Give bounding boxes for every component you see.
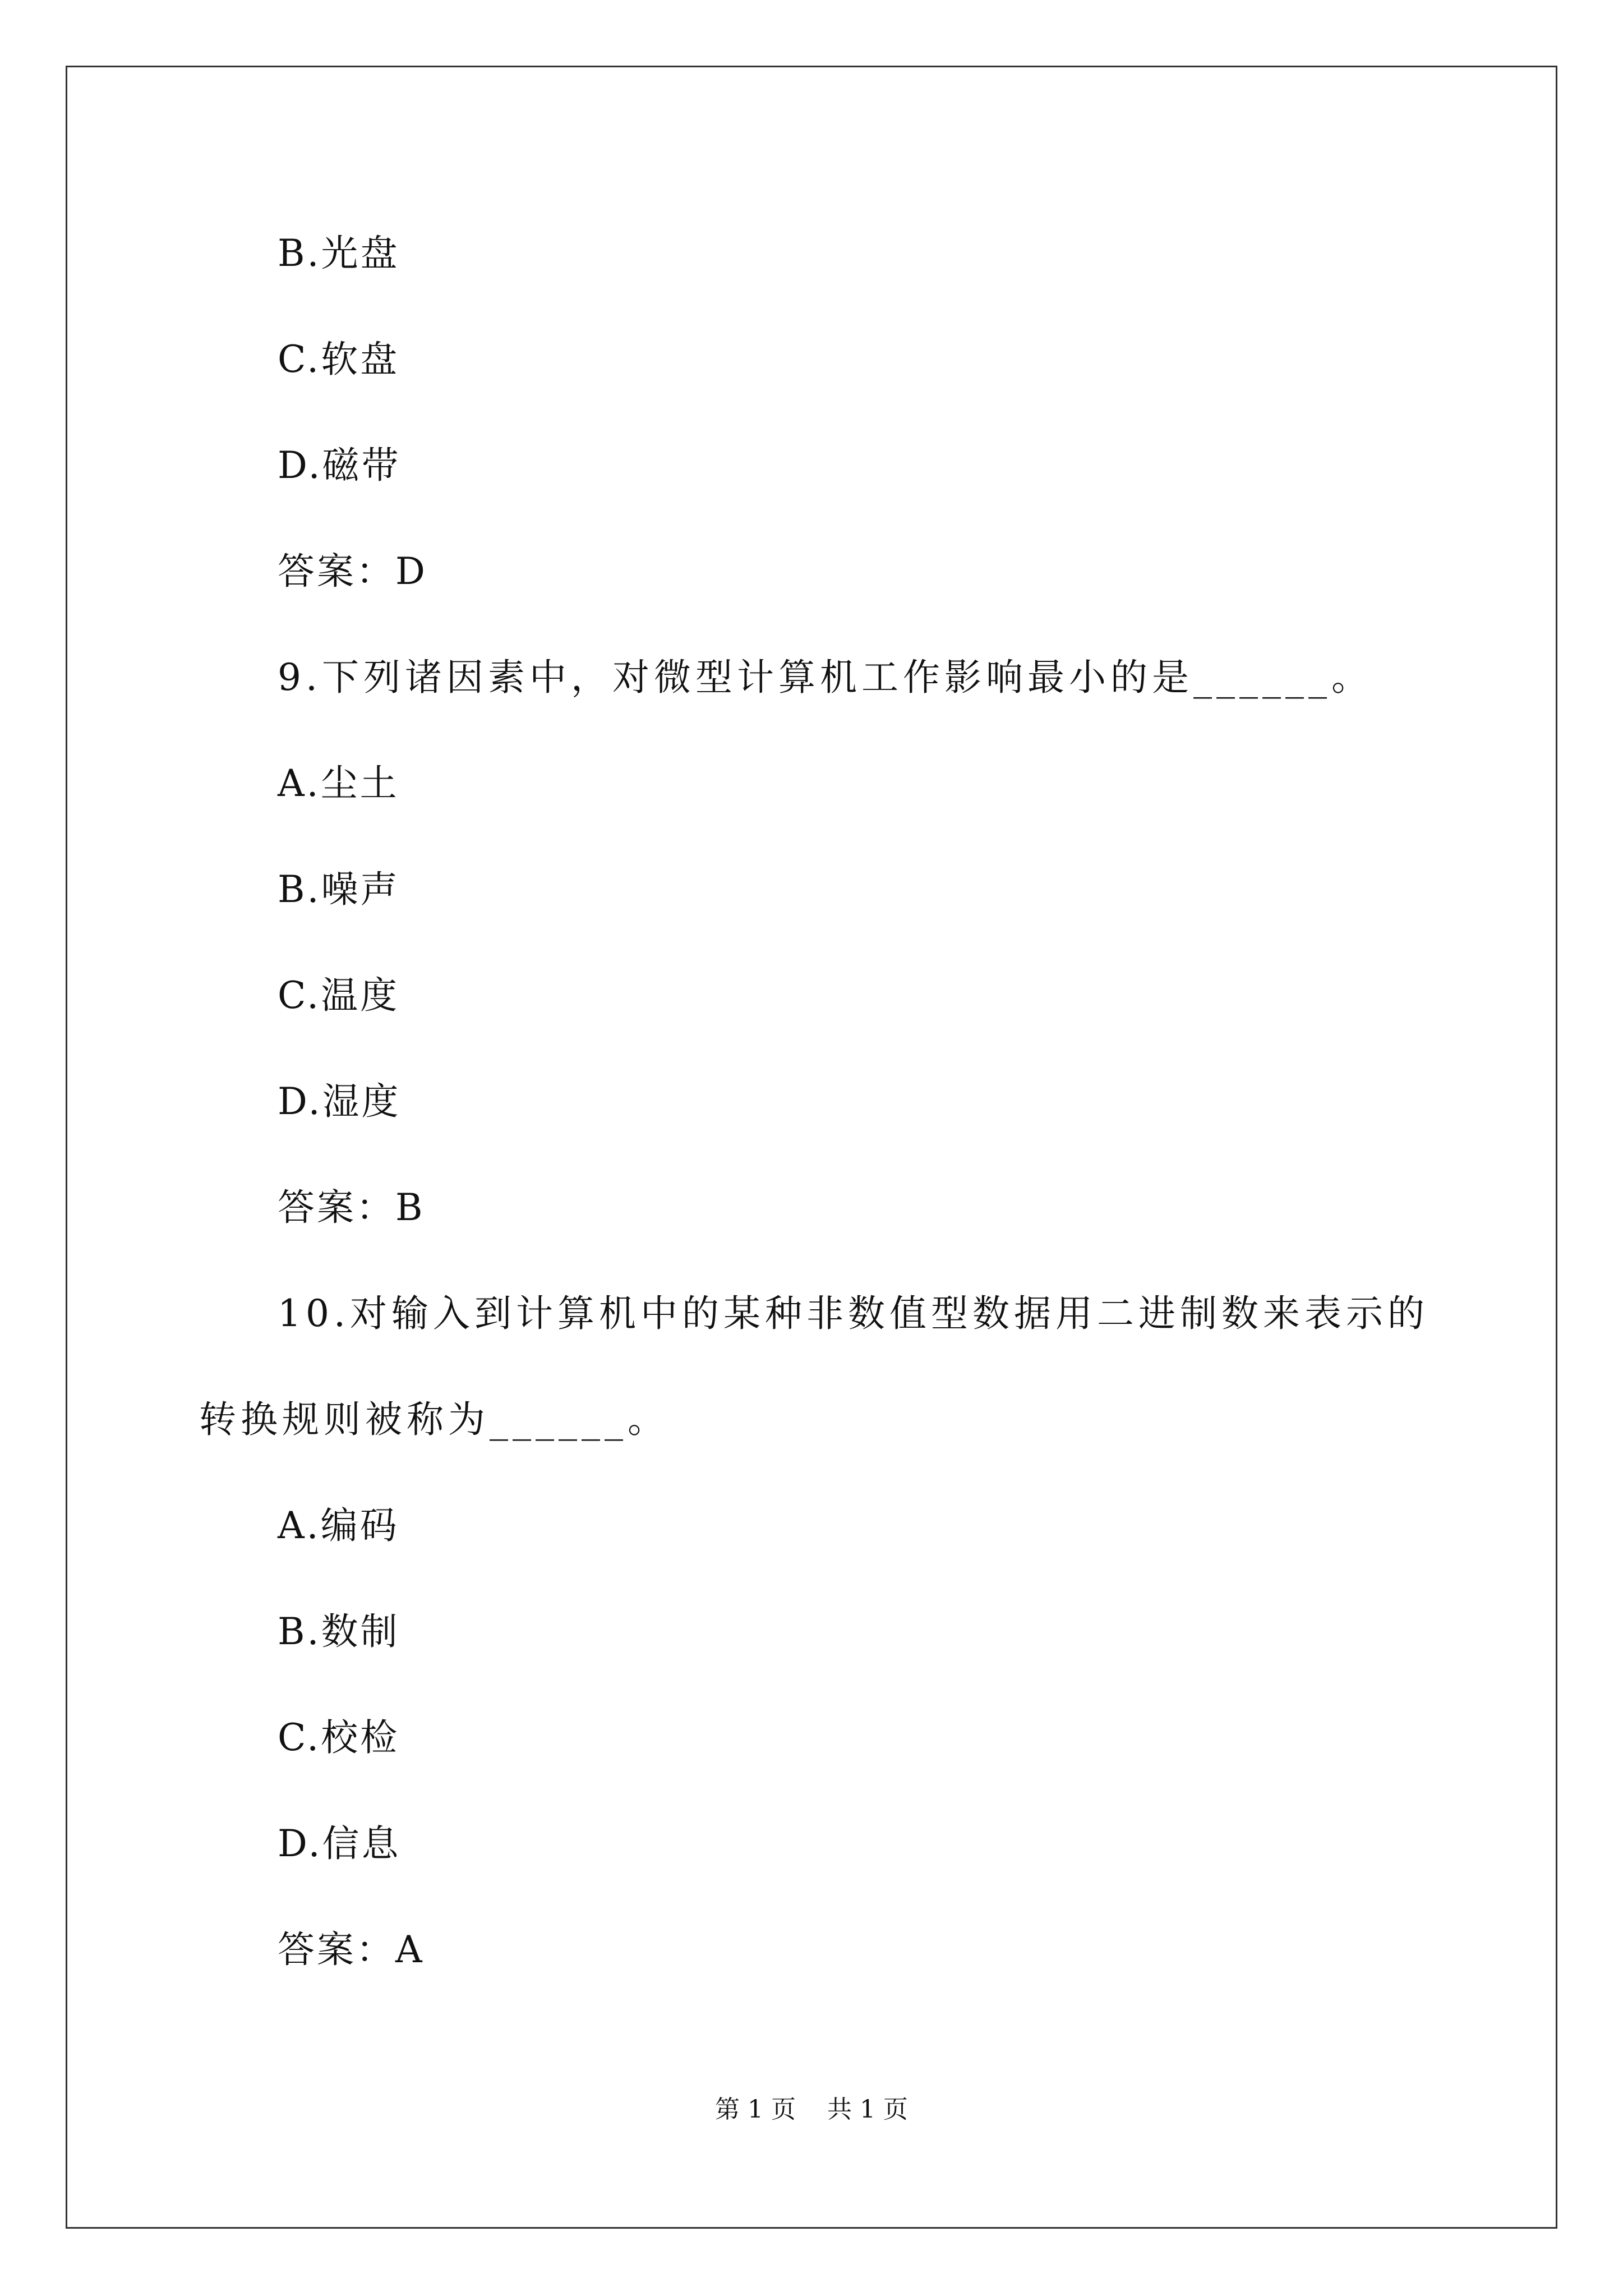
option-8c: C.软盘 [278,338,400,381]
option-9a: A.尘土 [278,762,399,805]
question-9: 9.下列诸因素中，对微型计算机工作影响最小的是______。 [278,656,1373,699]
answer-8: 答案：D [278,550,427,593]
option-9b: B.噪声 [278,868,400,911]
option-10c: C.校检 [278,1716,400,1759]
option-8d: D.磁带 [278,444,401,487]
page-border [66,66,1557,2229]
option-10b: B.数制 [278,1610,400,1653]
question-10: 10.对输入到计算机中的某种非数值型数据用二进制数来表示的 [278,1292,1429,1335]
question-10-continued: 转换规则被称为______。 [199,1398,669,1441]
answer-9: 答案：B [278,1186,425,1229]
option-9d: D.湿度 [278,1080,401,1123]
option-10a: A.编码 [278,1504,399,1547]
option-9c: C.温度 [278,974,400,1017]
option-10d: D.信息 [278,1822,401,1865]
answer-10: 答案：A [278,1928,425,1971]
option-8b: B.光盘 [278,232,400,275]
page-number-footer: 第 1 页 共 1 页 [715,2095,908,2124]
